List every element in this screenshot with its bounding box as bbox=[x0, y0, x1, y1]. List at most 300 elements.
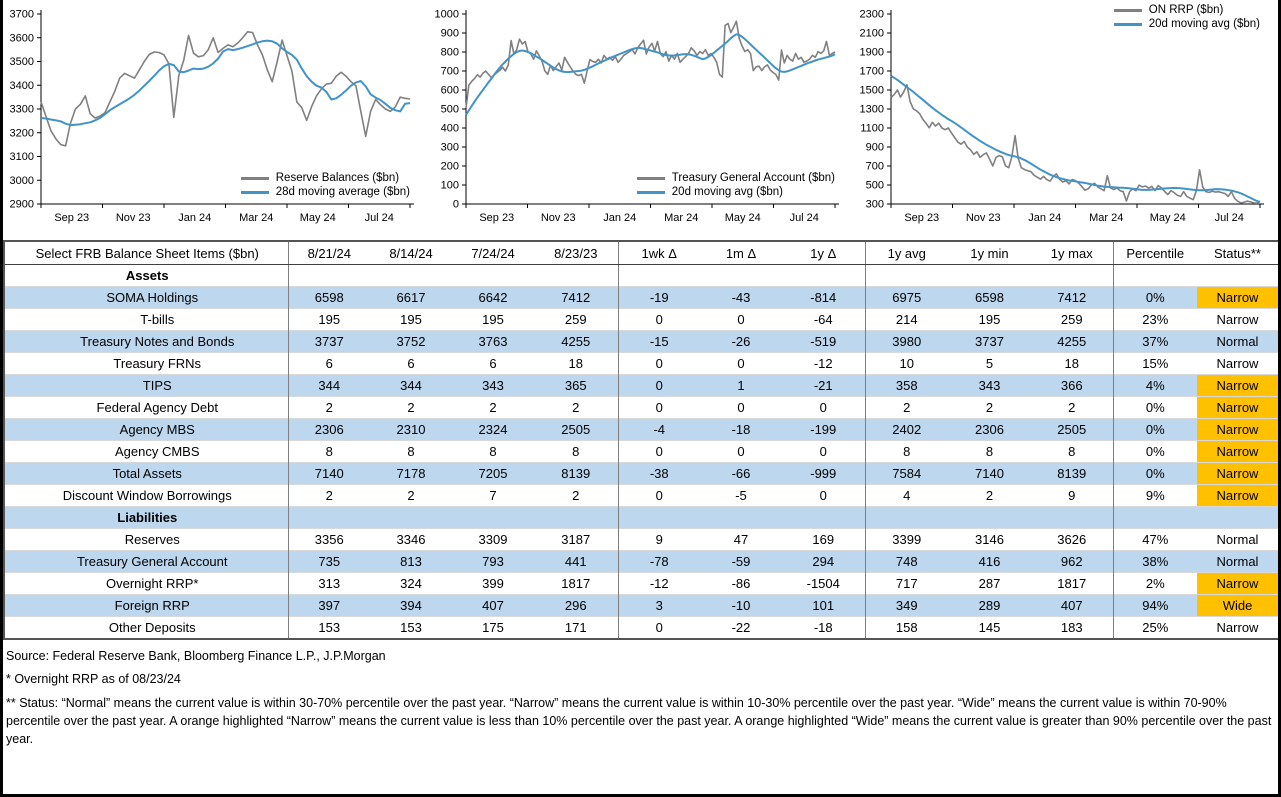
status-cell: Narrow bbox=[1197, 485, 1279, 507]
table-row bbox=[4, 441, 1279, 463]
value-cell: 4255 bbox=[534, 331, 618, 353]
y-tick-label: 700 bbox=[440, 65, 459, 78]
status-cell: Wide bbox=[1197, 595, 1279, 617]
y-tick-label: 2900 bbox=[9, 198, 34, 211]
value-cell: 8 bbox=[452, 441, 534, 463]
value-cell: -59 bbox=[700, 551, 782, 573]
value-cell: -26 bbox=[700, 331, 782, 353]
value-cell: 7205 bbox=[452, 463, 534, 485]
status-cell: Normal bbox=[1197, 331, 1279, 353]
percentile-cell: 9% bbox=[1113, 485, 1197, 507]
table-row bbox=[4, 419, 1279, 441]
value-cell bbox=[370, 265, 452, 287]
value-cell bbox=[1031, 265, 1113, 287]
y-tick-label: 400 bbox=[440, 122, 459, 135]
value-cell: 3763 bbox=[452, 331, 534, 353]
value-cell: 2 bbox=[948, 397, 1031, 419]
status-cell: Narrow bbox=[1197, 309, 1279, 331]
value-cell: 343 bbox=[452, 375, 534, 397]
legend-label: 20d moving avg ($bn) bbox=[671, 186, 784, 198]
value-cell bbox=[618, 507, 700, 529]
x-tick-label: Nov 23 bbox=[965, 212, 1001, 224]
percentile-cell: 0% bbox=[1113, 287, 1197, 309]
x-tick-label: Jan 24 bbox=[178, 212, 212, 224]
value-cell: -22 bbox=[700, 617, 782, 640]
value-cell: 0 bbox=[782, 441, 865, 463]
chart-legend bbox=[241, 172, 410, 198]
y-tick-label: 900 bbox=[865, 141, 884, 154]
row-label: Total Assets bbox=[4, 463, 288, 485]
value-cell: 214 bbox=[865, 309, 948, 331]
value-cell: -18 bbox=[782, 617, 865, 640]
value-cell: 416 bbox=[948, 551, 1031, 573]
value-cell bbox=[618, 265, 700, 287]
value-cell: 813 bbox=[370, 551, 452, 573]
value-cell: 3346 bbox=[370, 529, 452, 551]
value-cell: 145 bbox=[948, 617, 1031, 640]
value-cell: -519 bbox=[782, 331, 865, 353]
value-cell: 3626 bbox=[1031, 529, 1113, 551]
y-tick-label: 3400 bbox=[9, 79, 34, 92]
value-cell: 2310 bbox=[370, 419, 452, 441]
row-label: Treasury General Account bbox=[4, 551, 288, 573]
value-cell: 349 bbox=[865, 595, 948, 617]
legend-swatch-line bbox=[637, 191, 665, 194]
table-row bbox=[4, 595, 1279, 617]
value-cell: 2324 bbox=[452, 419, 534, 441]
y-tick-label: 500 bbox=[440, 103, 459, 116]
section-header-row bbox=[4, 507, 1279, 529]
value-cell: 313 bbox=[288, 573, 370, 595]
row-label: Foreign RRP bbox=[4, 595, 288, 617]
percentile-cell: 25% bbox=[1113, 617, 1197, 640]
status-cell: Narrow bbox=[1197, 573, 1279, 595]
value-cell: 441 bbox=[534, 551, 618, 573]
value-cell: 3752 bbox=[370, 331, 452, 353]
y-tick-label: 3200 bbox=[9, 127, 34, 140]
legend-swatch-line bbox=[637, 177, 665, 180]
value-cell: 175 bbox=[452, 617, 534, 640]
series-line bbox=[891, 76, 1260, 202]
row-label: Assets bbox=[4, 265, 288, 287]
y-tick-label: 2300 bbox=[859, 8, 884, 21]
legend-swatch-line bbox=[241, 191, 269, 194]
percentile-cell: 47% bbox=[1113, 529, 1197, 551]
value-cell bbox=[700, 265, 782, 287]
value-cell: -66 bbox=[700, 463, 782, 485]
value-cell: 2402 bbox=[865, 419, 948, 441]
value-cell: 195 bbox=[288, 309, 370, 331]
footer-notes bbox=[3, 640, 1281, 748]
x-tick-label: May 24 bbox=[724, 212, 761, 224]
table-row bbox=[4, 529, 1279, 551]
value-cell: 3 bbox=[618, 595, 700, 617]
value-cell: 2306 bbox=[948, 419, 1031, 441]
value-cell: 344 bbox=[288, 375, 370, 397]
x-tick-label: Jul 24 bbox=[1214, 212, 1244, 224]
chart-legend bbox=[1114, 4, 1260, 30]
x-tick-label: Jan 24 bbox=[1028, 212, 1062, 224]
status-cell: Narrow bbox=[1197, 617, 1279, 640]
value-cell: 0 bbox=[618, 375, 700, 397]
y-tick-label: 3700 bbox=[9, 8, 34, 21]
value-cell: 294 bbox=[782, 551, 865, 573]
value-cell: 8 bbox=[1031, 441, 1113, 463]
value-cell: 344 bbox=[370, 375, 452, 397]
y-tick-label: 700 bbox=[865, 160, 884, 173]
value-cell: 6617 bbox=[370, 287, 452, 309]
value-cell: -4 bbox=[618, 419, 700, 441]
value-cell: 259 bbox=[1031, 309, 1113, 331]
value-cell: 366 bbox=[1031, 375, 1113, 397]
y-tick-label: 300 bbox=[865, 198, 884, 211]
value-cell: 8 bbox=[288, 441, 370, 463]
value-cell: 2505 bbox=[534, 419, 618, 441]
value-cell: 3146 bbox=[948, 529, 1031, 551]
x-tick-label: Sep 23 bbox=[54, 212, 90, 224]
value-cell: 1 bbox=[700, 375, 782, 397]
table-row bbox=[4, 375, 1279, 397]
value-cell: 9 bbox=[618, 529, 700, 551]
value-cell: 0 bbox=[782, 485, 865, 507]
reserve-balances-chart bbox=[3, 2, 428, 236]
y-tick-label: 3500 bbox=[9, 56, 34, 68]
value-cell: 365 bbox=[534, 375, 618, 397]
value-cell: 2 bbox=[865, 397, 948, 419]
column-header: 8/21/24 bbox=[288, 241, 370, 265]
value-cell: 0 bbox=[618, 397, 700, 419]
legend-label: Treasury General Account ($bn) bbox=[671, 172, 835, 184]
value-cell: 0 bbox=[700, 397, 782, 419]
value-cell bbox=[288, 507, 370, 529]
value-cell: 3737 bbox=[948, 331, 1031, 353]
section-header-row bbox=[4, 265, 1279, 287]
value-cell: 2 bbox=[534, 397, 618, 419]
value-cell bbox=[288, 265, 370, 287]
status-cell: Narrow bbox=[1197, 441, 1279, 463]
value-cell: 8 bbox=[948, 441, 1031, 463]
percentile-cell: 0% bbox=[1113, 397, 1197, 419]
value-cell: 748 bbox=[865, 551, 948, 573]
y-tick-label: 0 bbox=[452, 198, 459, 211]
value-cell: 1817 bbox=[534, 573, 618, 595]
row-label: Liabilities bbox=[4, 507, 288, 529]
chart-plot bbox=[3, 2, 428, 236]
column-header: 1m Δ bbox=[700, 241, 782, 265]
value-cell bbox=[370, 507, 452, 529]
chart-plot bbox=[853, 2, 1278, 236]
y-tick-label: 100 bbox=[440, 179, 459, 192]
value-cell: 6 bbox=[452, 353, 534, 375]
legend-label: 20d moving avg ($bn) bbox=[1148, 18, 1260, 30]
legend-label: ON RRP ($bn) bbox=[1148, 4, 1224, 16]
value-cell: -19 bbox=[618, 287, 700, 309]
percentile-cell: 38% bbox=[1113, 551, 1197, 573]
value-cell: 0 bbox=[618, 353, 700, 375]
x-tick-label: Nov 23 bbox=[115, 212, 151, 224]
value-cell: 0 bbox=[618, 617, 700, 640]
table-row bbox=[4, 309, 1279, 331]
value-cell: 7412 bbox=[1031, 287, 1113, 309]
value-cell: 8139 bbox=[534, 463, 618, 485]
value-cell: 296 bbox=[534, 595, 618, 617]
value-cell: 3737 bbox=[288, 331, 370, 353]
value-cell: -15 bbox=[618, 331, 700, 353]
value-cell: -5 bbox=[700, 485, 782, 507]
x-tick-label: Jul 24 bbox=[364, 212, 394, 224]
legend-item bbox=[1114, 4, 1260, 16]
table-row bbox=[4, 331, 1279, 353]
x-tick-label: Jul 24 bbox=[789, 212, 819, 224]
value-cell bbox=[948, 507, 1031, 529]
value-cell: 2 bbox=[288, 485, 370, 507]
value-cell: -38 bbox=[618, 463, 700, 485]
column-header: 1wk Δ bbox=[618, 241, 700, 265]
legend-swatch-line bbox=[1114, 23, 1142, 26]
value-cell: 407 bbox=[1031, 595, 1113, 617]
value-cell bbox=[452, 265, 534, 287]
column-header: 1y Δ bbox=[782, 241, 865, 265]
value-cell: -10 bbox=[700, 595, 782, 617]
row-label: Federal Agency Debt bbox=[4, 397, 288, 419]
y-tick-label: 1700 bbox=[859, 65, 884, 78]
column-header: Percentile bbox=[1113, 241, 1197, 265]
row-label: Overnight RRP* bbox=[4, 573, 288, 595]
charts-row bbox=[3, 2, 1278, 236]
legend-swatch-line bbox=[241, 177, 269, 180]
y-tick-label: 900 bbox=[440, 27, 459, 40]
value-cell: 6598 bbox=[288, 287, 370, 309]
series-line bbox=[466, 21, 835, 108]
value-cell: 3356 bbox=[288, 529, 370, 551]
value-cell: 2 bbox=[1031, 397, 1113, 419]
status-cell: Narrow bbox=[1197, 419, 1279, 441]
value-cell: 289 bbox=[948, 595, 1031, 617]
column-header: 1y avg bbox=[865, 241, 948, 265]
percentile-cell: 94% bbox=[1113, 595, 1197, 617]
value-cell: 3980 bbox=[865, 331, 948, 353]
table-row bbox=[4, 617, 1279, 640]
status-footnote: ** Status: “Normal” means the current value is within 30-70% percentile over the past year. “Narrow” means the current value is within 10-30% percentile over the past year. “Wide” means the current value is within 70-90% percentile over the past year. A orange highlighted “Narrow” means the current value is less than 10% percentile over the past year. A orange highlighted “Wide” means the current value is greater than 90% percentile over the past year. bbox=[6, 695, 1272, 746]
column-header: 1y max bbox=[1031, 241, 1113, 265]
percentile-cell: 2% bbox=[1113, 573, 1197, 595]
row-label: Treasury Notes and Bonds bbox=[4, 331, 288, 353]
x-tick-label: Mar 24 bbox=[1089, 212, 1124, 224]
value-cell: 8 bbox=[534, 441, 618, 463]
treasury-general-account-chart bbox=[428, 2, 853, 236]
row-label: SOMA Holdings bbox=[4, 287, 288, 309]
legend-label: Reserve Balances ($bn) bbox=[275, 172, 400, 184]
column-header: Status** bbox=[1197, 241, 1279, 265]
value-cell: -78 bbox=[618, 551, 700, 573]
value-cell: -86 bbox=[700, 573, 782, 595]
value-cell: 10 bbox=[865, 353, 948, 375]
value-cell bbox=[534, 507, 618, 529]
table-row bbox=[4, 397, 1279, 419]
value-cell: 0 bbox=[618, 309, 700, 331]
value-cell: -21 bbox=[782, 375, 865, 397]
value-cell: 7178 bbox=[370, 463, 452, 485]
value-cell bbox=[782, 507, 865, 529]
on-rrp-chart bbox=[853, 2, 1278, 236]
value-cell: 399 bbox=[452, 573, 534, 595]
row-label: Treasury FRNs bbox=[4, 353, 288, 375]
y-tick-label: 1500 bbox=[859, 84, 884, 97]
x-tick-label: Mar 24 bbox=[239, 212, 274, 224]
value-cell: 7412 bbox=[534, 287, 618, 309]
x-tick-label: Sep 23 bbox=[479, 212, 515, 224]
legend-item bbox=[637, 172, 835, 184]
value-cell: 2505 bbox=[1031, 419, 1113, 441]
x-tick-label: Jan 24 bbox=[603, 212, 637, 224]
value-cell bbox=[948, 265, 1031, 287]
legend-item bbox=[637, 186, 835, 198]
value-cell: 8 bbox=[865, 441, 948, 463]
value-cell: 4 bbox=[865, 485, 948, 507]
value-cell: -64 bbox=[782, 309, 865, 331]
value-cell bbox=[865, 265, 948, 287]
value-cell: 9 bbox=[1031, 485, 1113, 507]
y-tick-label: 1000 bbox=[434, 8, 459, 21]
row-label: T-bills bbox=[4, 309, 288, 331]
value-cell: 18 bbox=[534, 353, 618, 375]
column-header: 8/14/24 bbox=[370, 241, 452, 265]
percentile-cell bbox=[1113, 507, 1197, 529]
value-cell: 2306 bbox=[288, 419, 370, 441]
status-cell: Narrow bbox=[1197, 397, 1279, 419]
value-cell: -814 bbox=[782, 287, 865, 309]
value-cell: 6 bbox=[288, 353, 370, 375]
table-row bbox=[4, 353, 1279, 375]
source-note: Source: Federal Reserve Bank, Bloomberg Finance L.P., J.P.Morgan bbox=[6, 649, 386, 663]
status-cell bbox=[1197, 265, 1279, 287]
y-tick-label: 300 bbox=[440, 141, 459, 154]
value-cell: 6642 bbox=[452, 287, 534, 309]
table-row bbox=[4, 551, 1279, 573]
value-cell: 0 bbox=[782, 397, 865, 419]
column-header: Select FRB Balance Sheet Items ($bn) bbox=[4, 241, 288, 265]
value-cell: 1817 bbox=[1031, 573, 1113, 595]
y-tick-label: 2100 bbox=[859, 27, 884, 40]
chart-legend bbox=[637, 172, 835, 198]
value-cell: 153 bbox=[288, 617, 370, 640]
row-label: Discount Window Borrowings bbox=[4, 485, 288, 507]
value-cell: 4255 bbox=[1031, 331, 1113, 353]
value-cell: -12 bbox=[782, 353, 865, 375]
value-cell: 6 bbox=[370, 353, 452, 375]
y-tick-label: 500 bbox=[865, 179, 884, 192]
rrp-asof-note: * Overnight RRP as of 08/23/24 bbox=[6, 671, 181, 686]
status-cell: Normal bbox=[1197, 529, 1279, 551]
value-cell: -43 bbox=[700, 287, 782, 309]
value-cell: 2 bbox=[370, 485, 452, 507]
x-tick-label: Mar 24 bbox=[664, 212, 699, 224]
value-cell: 324 bbox=[370, 573, 452, 595]
percentile-cell: 37% bbox=[1113, 331, 1197, 353]
value-cell: 8 bbox=[370, 441, 452, 463]
series-line bbox=[891, 85, 1260, 204]
table-row bbox=[4, 485, 1279, 507]
table-row bbox=[4, 287, 1279, 309]
value-cell: 717 bbox=[865, 573, 948, 595]
value-cell: 5 bbox=[948, 353, 1031, 375]
table-row bbox=[4, 463, 1279, 485]
value-cell: 195 bbox=[452, 309, 534, 331]
value-cell: 7584 bbox=[865, 463, 948, 485]
row-label: TIPS bbox=[4, 375, 288, 397]
value-cell: 397 bbox=[288, 595, 370, 617]
value-cell: 171 bbox=[534, 617, 618, 640]
value-cell: 101 bbox=[782, 595, 865, 617]
value-cell: 195 bbox=[370, 309, 452, 331]
x-tick-label: May 24 bbox=[1149, 212, 1186, 224]
row-label: Reserves bbox=[4, 529, 288, 551]
balance-sheet-table bbox=[3, 240, 1280, 640]
value-cell: 3309 bbox=[452, 529, 534, 551]
y-tick-label: 1300 bbox=[859, 103, 884, 116]
value-cell: 2 bbox=[288, 397, 370, 419]
value-cell: 2 bbox=[370, 397, 452, 419]
row-label: Other Deposits bbox=[4, 617, 288, 640]
value-cell: 0 bbox=[700, 353, 782, 375]
y-tick-label: 3600 bbox=[9, 32, 34, 45]
percentile-cell: 0% bbox=[1113, 441, 1197, 463]
status-cell: Narrow bbox=[1197, 353, 1279, 375]
status-cell bbox=[1197, 507, 1279, 529]
value-cell: -199 bbox=[782, 419, 865, 441]
value-cell: 183 bbox=[1031, 617, 1113, 640]
series-line bbox=[41, 32, 410, 146]
value-cell: 735 bbox=[288, 551, 370, 573]
value-cell: 0 bbox=[700, 309, 782, 331]
value-cell bbox=[452, 507, 534, 529]
row-label: Agency CMBS bbox=[4, 441, 288, 463]
value-cell: 0 bbox=[618, 441, 700, 463]
percentile-cell: 15% bbox=[1113, 353, 1197, 375]
value-cell: 195 bbox=[948, 309, 1031, 331]
row-label: Agency MBS bbox=[4, 419, 288, 441]
y-tick-label: 1900 bbox=[859, 46, 884, 59]
value-cell: 3399 bbox=[865, 529, 948, 551]
y-tick-label: 800 bbox=[440, 46, 459, 59]
y-tick-label: 3300 bbox=[9, 103, 34, 116]
y-tick-label: 3000 bbox=[9, 174, 34, 187]
value-cell: 358 bbox=[865, 375, 948, 397]
value-cell: 6975 bbox=[865, 287, 948, 309]
value-cell: 6598 bbox=[948, 287, 1031, 309]
value-cell: 7140 bbox=[948, 463, 1031, 485]
value-cell: -12 bbox=[618, 573, 700, 595]
value-cell bbox=[782, 265, 865, 287]
value-cell: 3187 bbox=[534, 529, 618, 551]
value-cell: 158 bbox=[865, 617, 948, 640]
value-cell: 153 bbox=[370, 617, 452, 640]
value-cell: 8139 bbox=[1031, 463, 1113, 485]
value-cell: 394 bbox=[370, 595, 452, 617]
value-cell: -1504 bbox=[782, 573, 865, 595]
value-cell bbox=[534, 265, 618, 287]
value-cell: 7140 bbox=[288, 463, 370, 485]
value-cell: 259 bbox=[534, 309, 618, 331]
chart-plot bbox=[428, 2, 853, 236]
value-cell: 0 bbox=[700, 441, 782, 463]
legend-label: 28d moving average ($bn) bbox=[275, 186, 410, 198]
series-line bbox=[41, 41, 410, 126]
status-cell: Normal bbox=[1197, 551, 1279, 573]
y-tick-label: 200 bbox=[440, 160, 459, 173]
legend-item bbox=[1114, 18, 1260, 30]
legend-item bbox=[241, 186, 410, 198]
